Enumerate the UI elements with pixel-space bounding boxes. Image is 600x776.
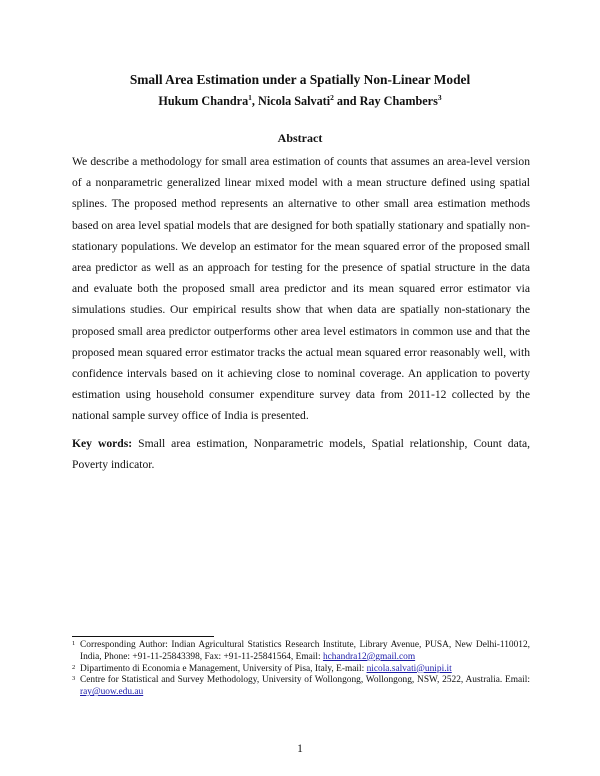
- keywords-text: Small area estimation, Nonparametric models, Spatial relationship, Count data, Poverty indicator.: [72, 437, 531, 472]
- footnote-text: Dipartimento di Economia e Management, University of Pisa, Italy, E-mail:: [80, 663, 367, 674]
- page-number: 1: [297, 743, 303, 755]
- footnote-item: [72, 664, 530, 676]
- keywords-paragraph: [72, 433, 530, 475]
- footnote-item: [72, 640, 530, 664]
- footnote-text: Corresponding Author: Indian Agricultural Statistics Research Institute, Library Avenue, PUSA, New Delhi-110012, India, Phone: +91-11-25843398, Fax: +91-11-25841564, Email:: [80, 640, 530, 662]
- author-list: [0, 94, 600, 109]
- footnotes: [72, 640, 530, 699]
- author-footnote-mark: 3: [437, 93, 442, 102]
- author-name: Nicola Salvati: [258, 94, 331, 108]
- footnote-divider: [72, 636, 214, 637]
- email-link[interactable]: ray@uow.edu.au: [80, 687, 144, 698]
- abstract-body: We describe a methodology for small area estimation of counts that assumes an area-level version of a nonparametric generalized linear mixed model with a mean structure defined using spatial splines. The proposed method represents an alternative to other small area estimation methods based on area level spatial models that are designed for both spatially stationary and spatially non-stationary populations. We develop an estimator for the mean squared error of the proposed small area predictor as well as an approach for testing for the presence of spatial structure in the data and evaluate both the proposed small area predictor and its mean squared error estimator via simulations studies. Our empirical results show that when data are spatially non-stationary the proposed small area predictor outperforms other area level estimators in common use and that the proposed mean squared error estimator tracks the actual mean squared error reasonably well, with confidence intervals based on it achieving close to nominal coverage. An application to poverty estimation using household consumer expenditure survey data from 2011-12 collected by the national sample survey office of India is presented.: [72, 155, 530, 423]
- footnote-mark: 1: [72, 640, 76, 647]
- footnote-mark: 2: [72, 663, 76, 671]
- author-footnote-mark: 1: [248, 93, 252, 102]
- footnote-mark: 3: [72, 675, 76, 683]
- email-link[interactable]: hchandra12@gmail.com: [322, 651, 416, 662]
- email-link[interactable]: nicola.salvati@unipi.it: [366, 663, 452, 674]
- paper-title: Small Area Estimation under a Spatially Non-Linear Model: [129, 72, 471, 87]
- author-name: Hukum Chandra: [158, 94, 249, 108]
- author-name: Ray Chambers: [359, 94, 438, 108]
- author-separator: and: [333, 94, 360, 108]
- author-footnote-mark: 2: [330, 93, 334, 102]
- footnote-item: [72, 675, 530, 699]
- author-separator: ,: [251, 94, 259, 108]
- abstract-heading: Abstract: [277, 131, 323, 145]
- keywords-label: Key words:: [72, 437, 133, 450]
- footnote-text: Centre for Statistical and Survey Methodology, University of Wollongong, Wollongong, NSW, 2522, Australia. Email:: [80, 675, 530, 686]
